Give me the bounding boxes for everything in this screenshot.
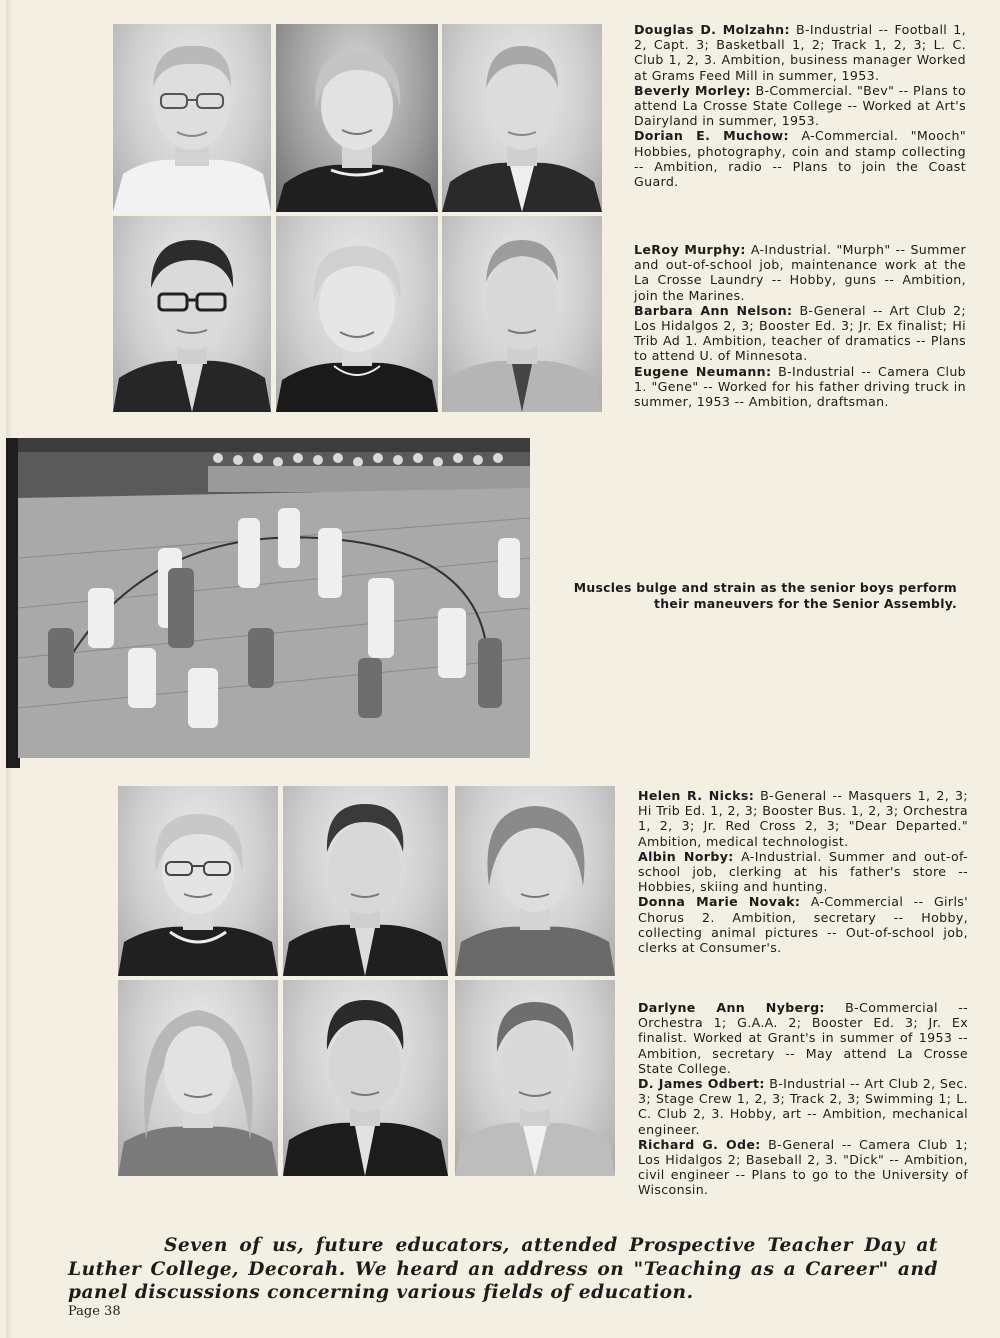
bio-block-row-3 [638, 788, 968, 955]
page-number: Page 38 [68, 1304, 121, 1319]
portrait-leroy-murphy [113, 216, 271, 412]
bio-block-row-1 [634, 22, 966, 189]
portrait-james-odbert [283, 980, 448, 1176]
bio-douglas-molzahn: Douglas D. Molzahn: B-Industrial -- Football 1, 2, Capt. 3; Basketball 1, 2; Track 1, 2, 3; L. C. Club 1, 2, 3. Ambition, business manager Worked at Grams Feed Mill in summer, 1953. [634, 22, 966, 83]
bio-barbara-nelson: Barbara Ann Nelson: B-General -- Art Club 2; Los Hidalgos 2, 3; Booster Ed. 3; Jr. Ex finalist; Hi Trib Ad 1. Ambition, teacher of dramatics -- Plans to attend U. of Minnesota. [634, 302, 966, 364]
portrait-donna-novak [455, 786, 615, 976]
bio-helen-nicks: Helen R. Nicks: B-General -- Masquers 1, 2, 3; Hi Trib Ed. 1, 2, 3; Booster Bus. 1, 2, 3; Orchestra 1, 2, 3; Jr. Red Cross 2, 3; "Dear Departed." Ambition, medical technologist. [638, 788, 968, 849]
photo-caption: Muscles bulge and strain as the senior boys perform their maneuvers for the Senior Assembly. [573, 580, 957, 611]
bio-block-row-4 [638, 1000, 968, 1198]
portrait-eugene-neumann [442, 216, 602, 412]
bio-block-row-2 [634, 242, 966, 409]
bio-james-odbert: D. James Odbert: B-Industrial -- Art Club 2, Sec. 3; Stage Crew 1, 2, 3; Track 2, 3; Swimming 1; L. C. Club 2, 3. Hobby, art -- Ambition, mechanical engineer. [638, 1076, 969, 1137]
bio-leroy-murphy: LeRoy Murphy: A-Industrial. "Murph" -- Summer and out-of-school job, maintenance work at the La Crosse Laundry -- Hobby, guns -- Ambition, join the Marines. [634, 242, 966, 303]
portrait-douglas-molzahn [113, 24, 271, 212]
portrait-albin-norby [283, 786, 448, 976]
teacher-day-paragraph: Seven of us, future educators, attended Prospective Teacher Day at Luther College, Decorah. We heard an address on "Teaching as a Career" and panel discussions concerning various fields of education. [68, 1235, 938, 1303]
bio-eugene-neumann: Eugene Neumann: B-Industrial -- Camera Club 1. "Gene" -- Worked for his father driving truck in summer, 1953 -- Ambition, draftsman. [634, 363, 966, 410]
portrait-richard-ode [455, 980, 615, 1176]
portrait-dorian-muchow [442, 24, 602, 212]
bio-richard-ode: Richard G. Ode: B-General -- Camera Club 1; Los Hidalgos 2; Baseball 2, 3. "Dick" -- Ambition, civil engineer -- Plans to go to the University of Wisconsin. [638, 1136, 968, 1198]
bio-albin-norby: Albin Norby: A-Industrial. Summer and out-of-school job, clerking at his father's store -- Hobbies, skiing and hunting. [638, 848, 969, 895]
bio-dorian-muchow: Dorian E. Muchow: A-Commercial. "Mooch" Hobbies, photography, coin and stamp collecting -- Ambition, radio -- Plans to join the Coast Guard. [634, 128, 966, 190]
portrait-beverly-morley [276, 24, 438, 212]
portrait-darlyne-nyberg [118, 980, 278, 1176]
portrait-helen-nicks [118, 786, 278, 976]
bio-donna-novak: Donna Marie Novak: A-Commercial -- Girls' Chorus 2. Ambition, secretary -- Hobby, collecting animal pictures -- Out-of-school job, clerks at Consumer's. [638, 894, 969, 956]
bio-darlyne-nyberg: Darlyne Ann Nyberg: B-Commercial -- Orchestra 1; G.A.A. 2; Booster Ed. 3; Jr. Ex finalist. Worked at Grant's in summer of 1953 -- Ambition, secretary -- May attend La Crosse State College. [638, 1000, 968, 1076]
senior-assembly-photo [18, 438, 530, 758]
bio-beverly-morley: Beverly Morley: B-Commercial. "Bev" -- Plans to attend La Crosse State College -- Worked at Art's Dairyland in summer, 1953. [634, 82, 966, 129]
portrait-barbara-nelson [276, 216, 438, 412]
